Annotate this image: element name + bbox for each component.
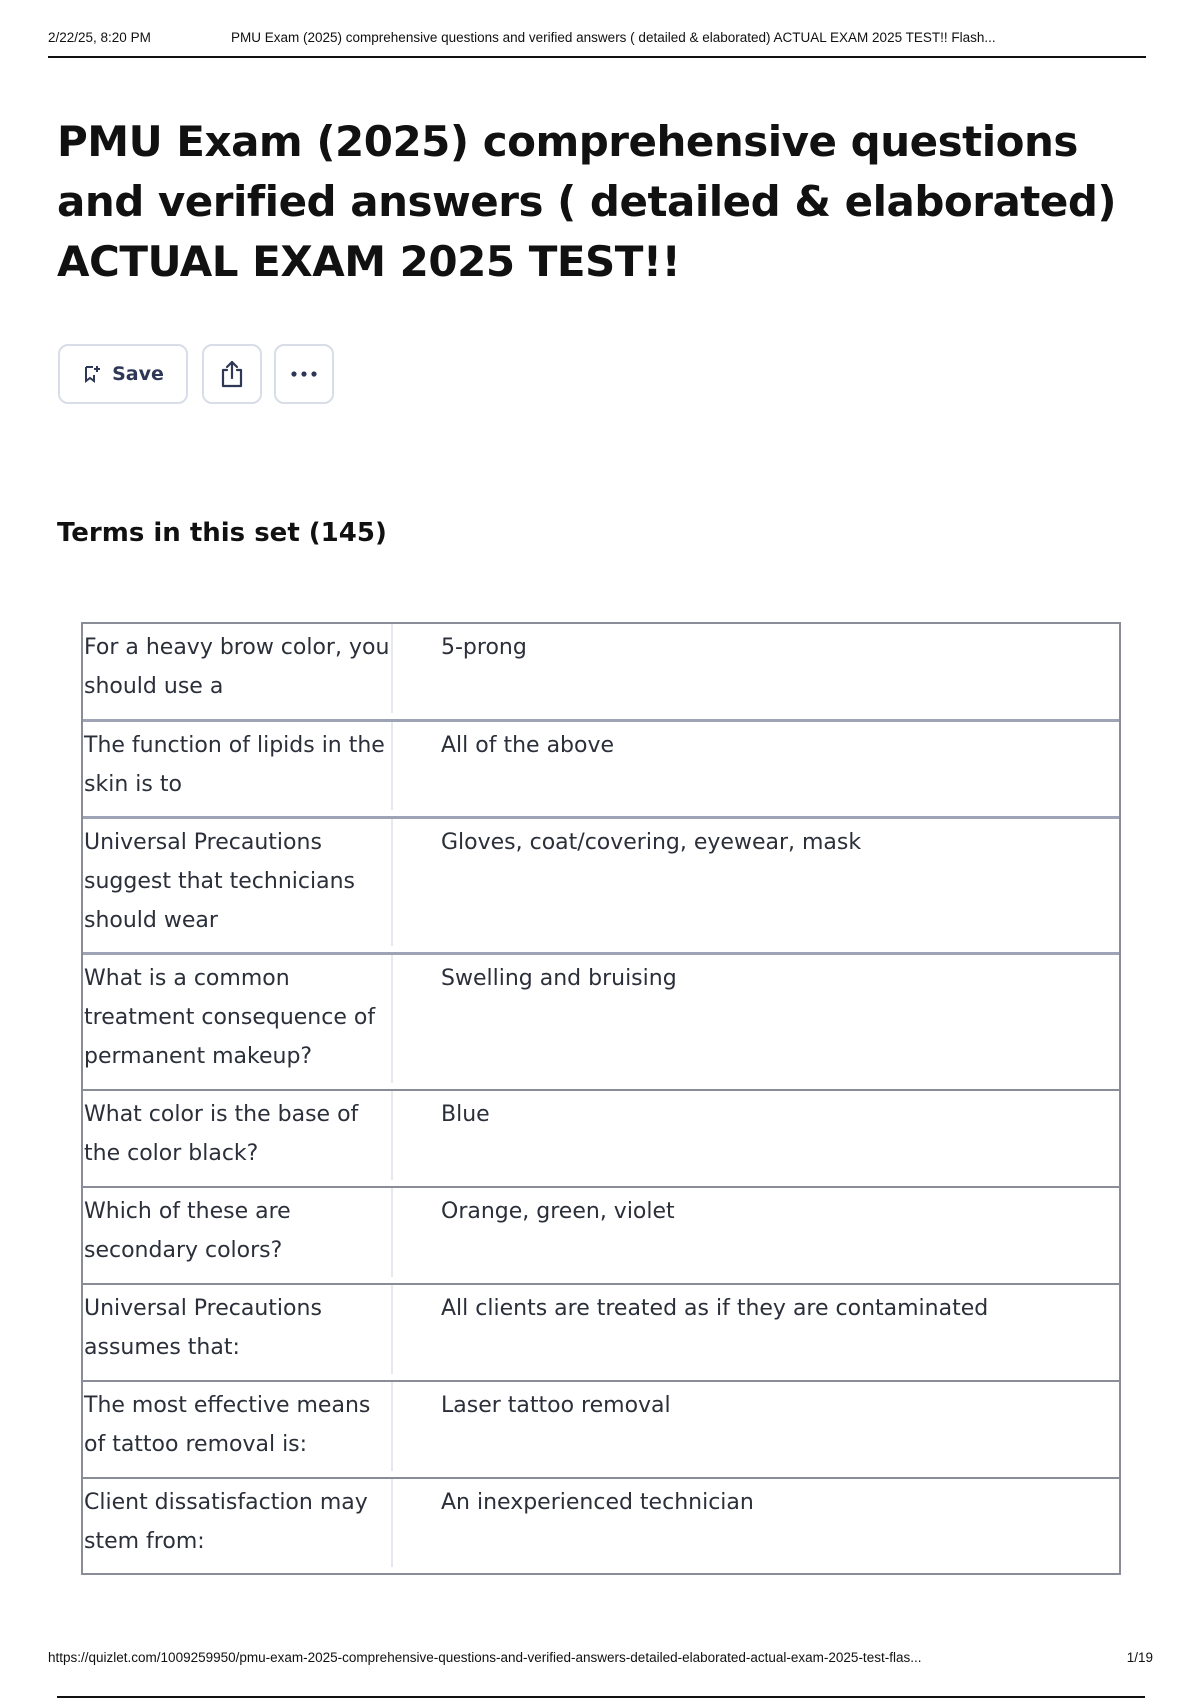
page-title: PMU Exam (2025) comprehensive questions and verified answers ( detailed & elaborated) ACTUAL EXAM 2025 TEST!!: [57, 117, 1117, 286]
definition-text: An inexperienced technician: [441, 1490, 754, 1515]
term-text: Universal Precautions suggest that technicians should wear: [83, 819, 393, 946]
share-button[interactable]: [202, 344, 262, 404]
definition-text: Swelling and bruising: [441, 966, 677, 991]
terms-heading: Terms in this set (145): [57, 518, 387, 548]
term-row: [83, 622, 1119, 719]
bookmark-add-icon: [82, 364, 102, 384]
definition-text: Gloves, coat/covering, eyewear, mask: [441, 830, 862, 855]
print-header: [48, 28, 1146, 58]
definition-text: 5-prong: [441, 635, 527, 660]
footer-divider: [57, 1696, 1145, 1698]
term-text: For a heavy brow color, you should use a: [83, 624, 393, 713]
term-row: [83, 1283, 1119, 1380]
save-label: Save: [112, 363, 164, 385]
terms-table: [81, 622, 1121, 1575]
print-date: 2/22/25, 8:20 PM: [48, 30, 151, 45]
more-horizontal-icon: [290, 370, 318, 378]
definition-text: Laser tattoo removal: [441, 1393, 671, 1418]
page-url: https://quizlet.com/1009259950/pmu-exam-2025-comprehensive-questions-and-verified-answers-detailed-elaborated-actual-exam-2025-test-flas...: [48, 1650, 922, 1665]
page-number: 1/19: [1126, 1650, 1153, 1665]
term-text: What is a common treatment consequence of permanent makeup?: [83, 955, 393, 1083]
print-footer: [48, 1650, 1153, 1670]
definition-text: All of the above: [441, 733, 615, 758]
term-row: [83, 952, 1119, 1089]
term-row: [83, 816, 1119, 952]
term-text: Universal Precautions assumes that:: [83, 1285, 393, 1374]
print-doc-title: PMU Exam (2025) comprehensive questions and verified answers ( detailed & elaborated) ACTUAL EXAM 2025 TEST!! Flash...: [231, 30, 996, 45]
term-row: [83, 719, 1119, 816]
definition-text: Orange, green, violet: [441, 1199, 675, 1224]
term-row: [83, 1380, 1119, 1477]
save-button[interactable]: [58, 344, 188, 404]
term-text: The function of lipids in the skin is to: [83, 722, 393, 810]
term-row: [83, 1477, 1119, 1573]
definition-text: Blue: [441, 1102, 490, 1127]
term-text: Which of these are secondary colors?: [83, 1188, 393, 1277]
term-text: Client dissatisfaction may stem from:: [83, 1479, 393, 1567]
share-icon: [218, 359, 246, 389]
term-text: What color is the base of the color black?: [83, 1091, 393, 1180]
term-row: [83, 1186, 1119, 1283]
more-options-button[interactable]: [274, 344, 334, 404]
term-text: The most effective means of tattoo removal is:: [83, 1382, 393, 1471]
definition-text: All clients are treated as if they are contaminated: [441, 1296, 989, 1321]
term-row: [83, 1089, 1119, 1186]
